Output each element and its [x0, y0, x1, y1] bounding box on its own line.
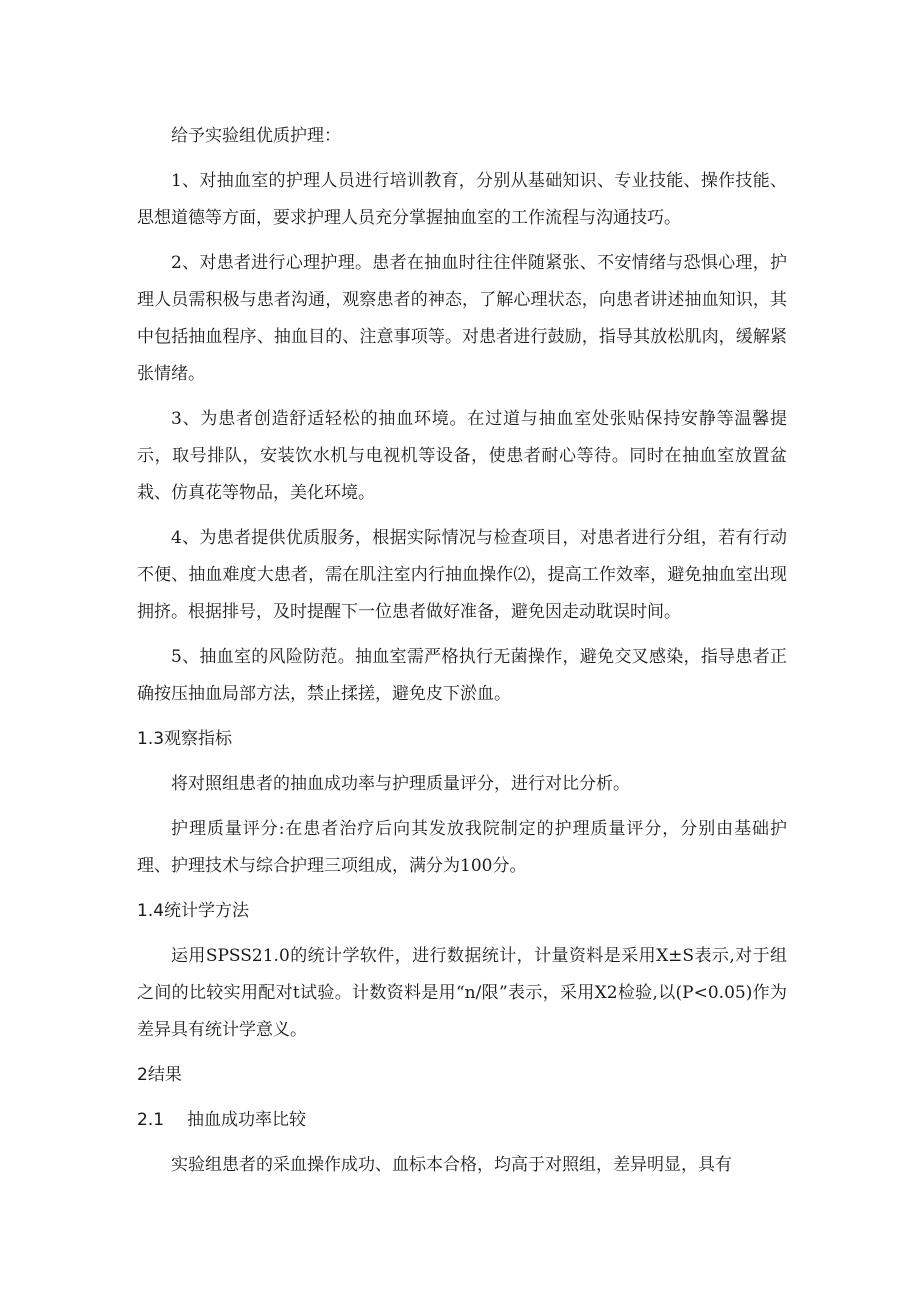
section-1-3-number: 1.3: [137, 729, 165, 749]
section-1-3-title: 观察指标: [164, 729, 233, 749]
section-2-heading: [137, 1057, 787, 1094]
section-2-title: 结果: [147, 1065, 182, 1085]
section-1-3-heading: [137, 721, 787, 758]
section-2-1-heading: [137, 1102, 787, 1139]
section-2-1-number: 2.1: [137, 1110, 165, 1130]
section-1-3-paragraph: 将对照组患者的抽血成功率与护理质量评分，进行对比分析。: [171, 774, 630, 794]
section-2-1-paragraph: 实验组患者的采血操作成功、血标本合格，均高于对照组，差异明显，具有: [171, 1155, 732, 1175]
section-1-4-heading: [137, 893, 787, 930]
section-1-4-number: 1.4: [137, 901, 165, 921]
item-1-paragraph: 1、对抽血室的护理人员进行培训教育，分别从基础知识、专业技能、操作技能、思想道德等方面，要求护理人员充分掌握抽血室的工作流程与沟通技巧。: [137, 171, 787, 228]
item-2-paragraph: 2、对患者进行心理护理。患者在抽血时往往伴随紧张、不安情绪与恐惧心理，护理人员需积极与患者沟通，观察患者的神态，了解心理状态，向患者讲述抽血知识，其中包括抽血程序、抽血目的、注意事项等。对患者进行鼓励，指导其放松肌肉，缓解紧张情绪。: [137, 253, 787, 384]
section-1-3-paragraph: 护理质量评分:在患者治疗后向其发放我院制定的护理质量评分，分别由基础护理、护理技术与综合护理三项组成，满分为100分。: [137, 819, 787, 876]
item-4-paragraph: 4、为患者提供优质服务，根据实际情况与检查项目，对患者进行分组，若有行动不便、抽血难度大患者，需在肌注室内行抽血操作⑵，提高工作效率，避免抽血室出现拥挤。根据排号，及时提醒下一位患者做好准备，避免因走动耽误时间。: [137, 528, 787, 622]
item-5-paragraph: 5、抽血室的风险防范。抽血室需严格执行无菌操作，避免交叉感染，指导患者正确按压抽血局部方法，禁止揉搓，避免皮下淤血。: [137, 647, 787, 704]
item-3-paragraph: 3、为患者创造舒适轻松的抽血环境。在过道与抽血室处张贴保持安静等温馨提示，取号排队，安装饮水机与电视机等设备，使患者耐心等待。同时在抽血室放置盆栽、仿真花等物品，美化环境。: [137, 409, 787, 503]
section-2-1-title: 抽血成功率比较: [187, 1110, 306, 1130]
section-1-4-title: 统计学方法: [164, 901, 250, 921]
intro-paragraph: 给予实验组优质护理：: [171, 126, 341, 146]
section-1-4-paragraph: 运用SPSS21.0的统计学软件，进行数据统计，计量资料是采用X±S表示,对于组之间的比较实用配对t试验。计数资料是用“n/限”表示，采用X2检验,以(P<0.05)作为差异具有统计学意义。: [137, 946, 787, 1040]
section-2-number: 2: [137, 1065, 148, 1085]
document-body: [137, 118, 787, 1192]
